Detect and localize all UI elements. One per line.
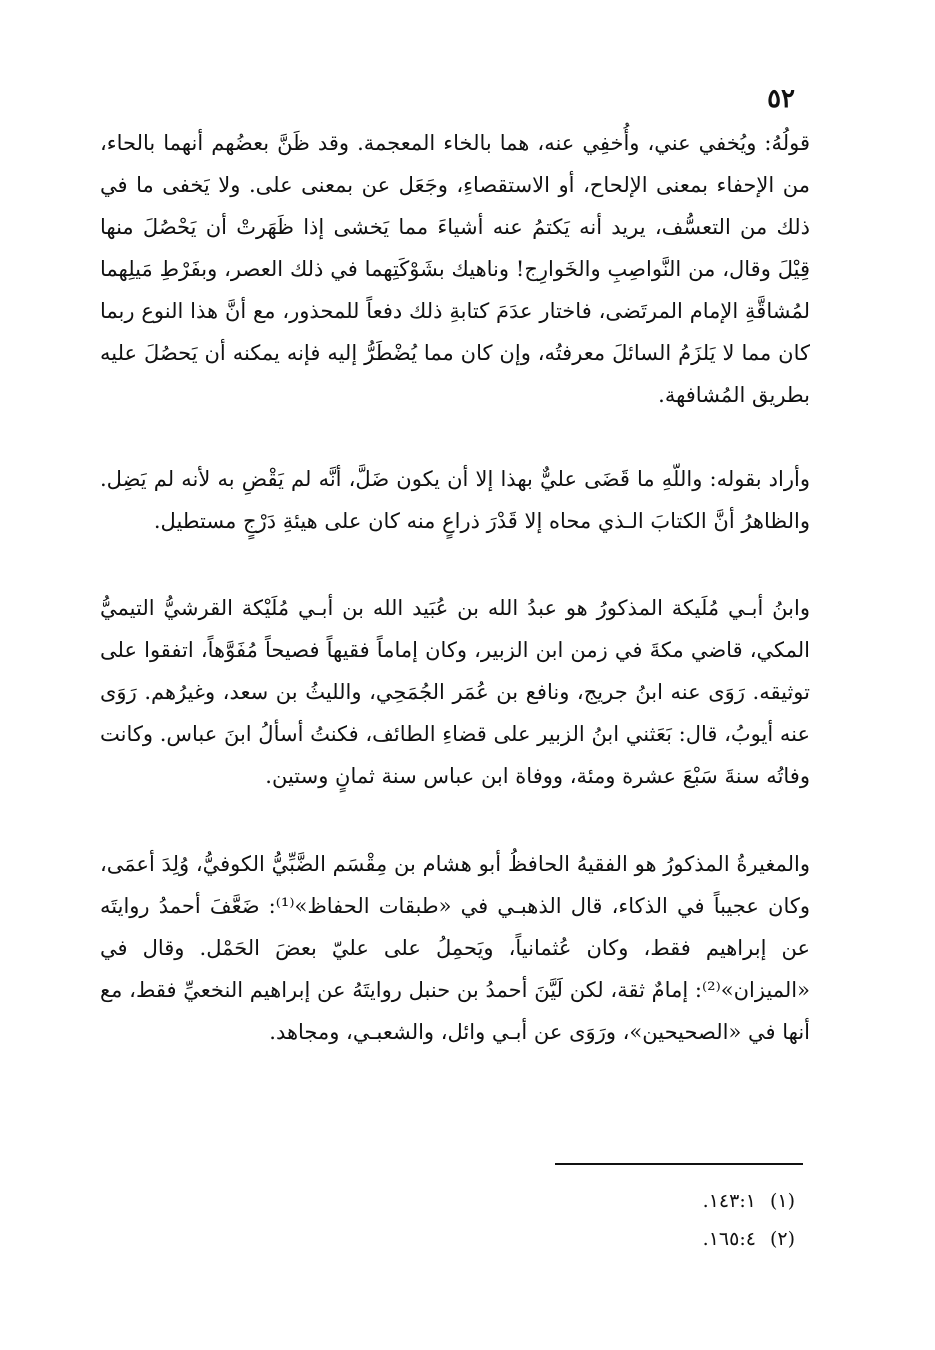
footnote-text: ١٤٣:١. — [702, 1190, 756, 1212]
footnote-1 — [495, 1182, 795, 1220]
page-number: ٥٢ — [767, 84, 795, 114]
footnotes — [495, 1182, 795, 1258]
paragraph-1: قولُهُ: ويُخفي عني، وأُخفِي عنه، هما بالخاء المعجمة. وقد ظَنَّ بعضُهم أنهما بالحاء، من الإحفاء بمعنى الإلحاح، أو الاستقصاءِ، وجَعَل عن بمعنى على. ولا يَخفى ما في ذلك من التعسُّف، يريد أنه يَكتمُ عنه أشياءَ مما يَخشى إذا ظَهَرتْ أن يَحْصُلَ منها قِيْلَ وقال، من النَّواصِبِ والخَوارِج! وناهيك بشَوْكَتِهما في ذلك العصر، وبفَرْطِ مَيلِهما لمُشاقَّةِ الإمام المرتَضى، فاختار عدَمَ كتابةِ ذلك دفعاً للمحذور، مع أنَّ هذا النوع ربما كان مما لا يَلزَمُ السائلَ معرفتُه، وإن كان مما يُضْطَرُّ إليه فإنه يمكنه أن يَحصُلَ عليه بطريق المُشافهة. — [100, 131, 810, 407]
footnote-2 — [495, 1220, 795, 1258]
paragraph-2: وأراد بقوله: واللّهِ ما قَضَى عليٌّ بهذا إلا أن يكون ضَلَّ، أنَّه لم يَقْضِ به لأنه لم يَضِل. والظاهرُ أنَّ الكتابَ الـذي محاه إلا قَدْرَ ذراعٍ منه كان على هيئةِ دَرْجٍ مستطيل. — [100, 467, 810, 533]
footnote-number: (٢) — [769, 1228, 795, 1250]
paragraph-4: والمغيرةُ المذكورُ هو الفقيهُ الحافظُ أبو هشام بن مِقْسَم الضَّبِّيُّ الكوفيُّ، وُلِدَ أعمَى، وكان عجيباً في الذكاء، قال الذهبـي في «طبقات الحفاظ»⁽¹⁾: ضَعَّفَ أحمدُ روايتَه عن إبراهيم فقط، وكان عُثمانياً، ويَحمِلُ على عليّ بعضَ الحَمْل. وقال في «الميزان»⁽²⁾: إمامٌ ثقة، لكن لَيَّنَ أحمدُ بن حنبل روايتَهُ عن إبراهيم النخعيِّ فقط، مع أنها في «الصحيحين»، ورَوَى عن أبـي وائل، والشعبـي، ومجاهد. — [100, 852, 810, 1044]
footnote-text: ١٦٥:٤. — [702, 1228, 756, 1250]
main-text — [100, 122, 810, 1053]
paragraph-3: وابنُ أبـي مُلَيكة المذكورُ هو عبدُ الله بن عُبَيد الله بن أبـي مُلَيْكة القرشيُّ التيميُّ المكي، قاضي مكةَ في زمن ابن الزبير، وكان إماماً فقيهاً فصيحاً مُفَوَّهاً، اتفقوا على توثيقه. رَوَى عنه ابنُ جريج، ونافع بن عُمَر الجُمَحِي، والليثُ بن سعد، وغيرُهم. رَوَى عنه أيوبُ، قال: بَعَثني ابنُ الزبير على قضاءِ الطائف، فكنتُ أسألُ ابنَ عباس. وكانت وفاتُه سنةَ سَبْعَ عشرة ومئة، ووفاة ابن عباس سنة ثمانٍ وستين. — [100, 596, 810, 788]
footnote-number: (١) — [769, 1190, 795, 1212]
footnote-divider — [555, 1163, 803, 1165]
